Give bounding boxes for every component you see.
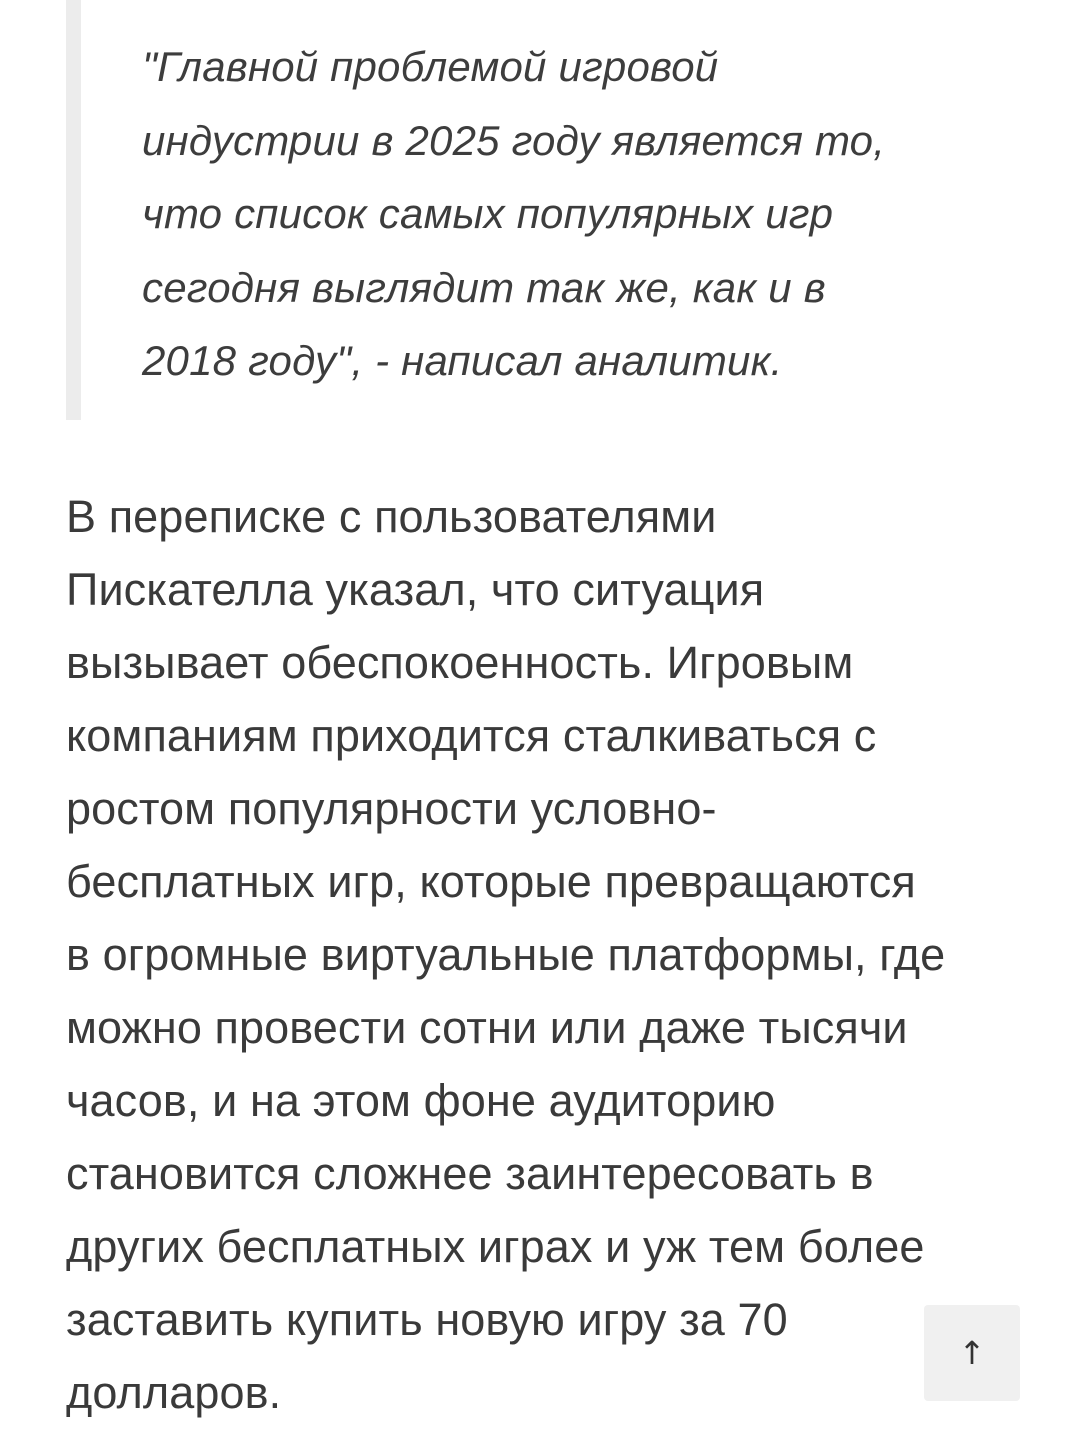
quote-text [142, 30, 1002, 398]
paragraph-line: в огромные виртуальные платформы, где [66, 929, 946, 980]
quote-line: "Главной проблемой игровой [142, 43, 719, 90]
blockquote-bar [66, 0, 81, 420]
paragraph-line: бесплатных игр, которые превращаются [66, 856, 916, 907]
quote-line: что список самых популярных игр [142, 190, 834, 237]
paragraph-line: ростом популярности условно- [66, 783, 717, 834]
paragraph-line: долларов. [66, 1367, 282, 1418]
paragraph-line: компаниям приходится сталкиваться с [66, 710, 877, 761]
arrow-up-icon: ↑ [958, 1334, 986, 1372]
paragraph-line: Пискателла указал, что ситуация [66, 564, 765, 615]
paragraph-line: можно провести сотни или даже тысячи [66, 1002, 908, 1053]
article-paragraph [66, 480, 1026, 1429]
blockquote [66, 0, 1026, 420]
paragraph-line: часов, и на этом фоне аудиторию [66, 1075, 776, 1126]
paragraph-line: вызывает обеспокоенность. Игровым [66, 637, 854, 688]
paragraph-line: других бесплатных играх и уж тем более [66, 1221, 925, 1272]
paragraph-line: становится сложнее заинтересовать в [66, 1148, 874, 1199]
quote-line: 2018 году", - написал аналитик. [142, 337, 783, 384]
scroll-to-top-button[interactable] [924, 1305, 1020, 1401]
quote-line: сегодня выглядит так же, как и в [142, 263, 826, 311]
paragraph-line: В переписке с пользователями [66, 491, 717, 542]
paragraph-line: заставить купить новую игру за 70 [66, 1294, 788, 1345]
quote-line: индустрии в 2025 году является то, [142, 116, 886, 164]
